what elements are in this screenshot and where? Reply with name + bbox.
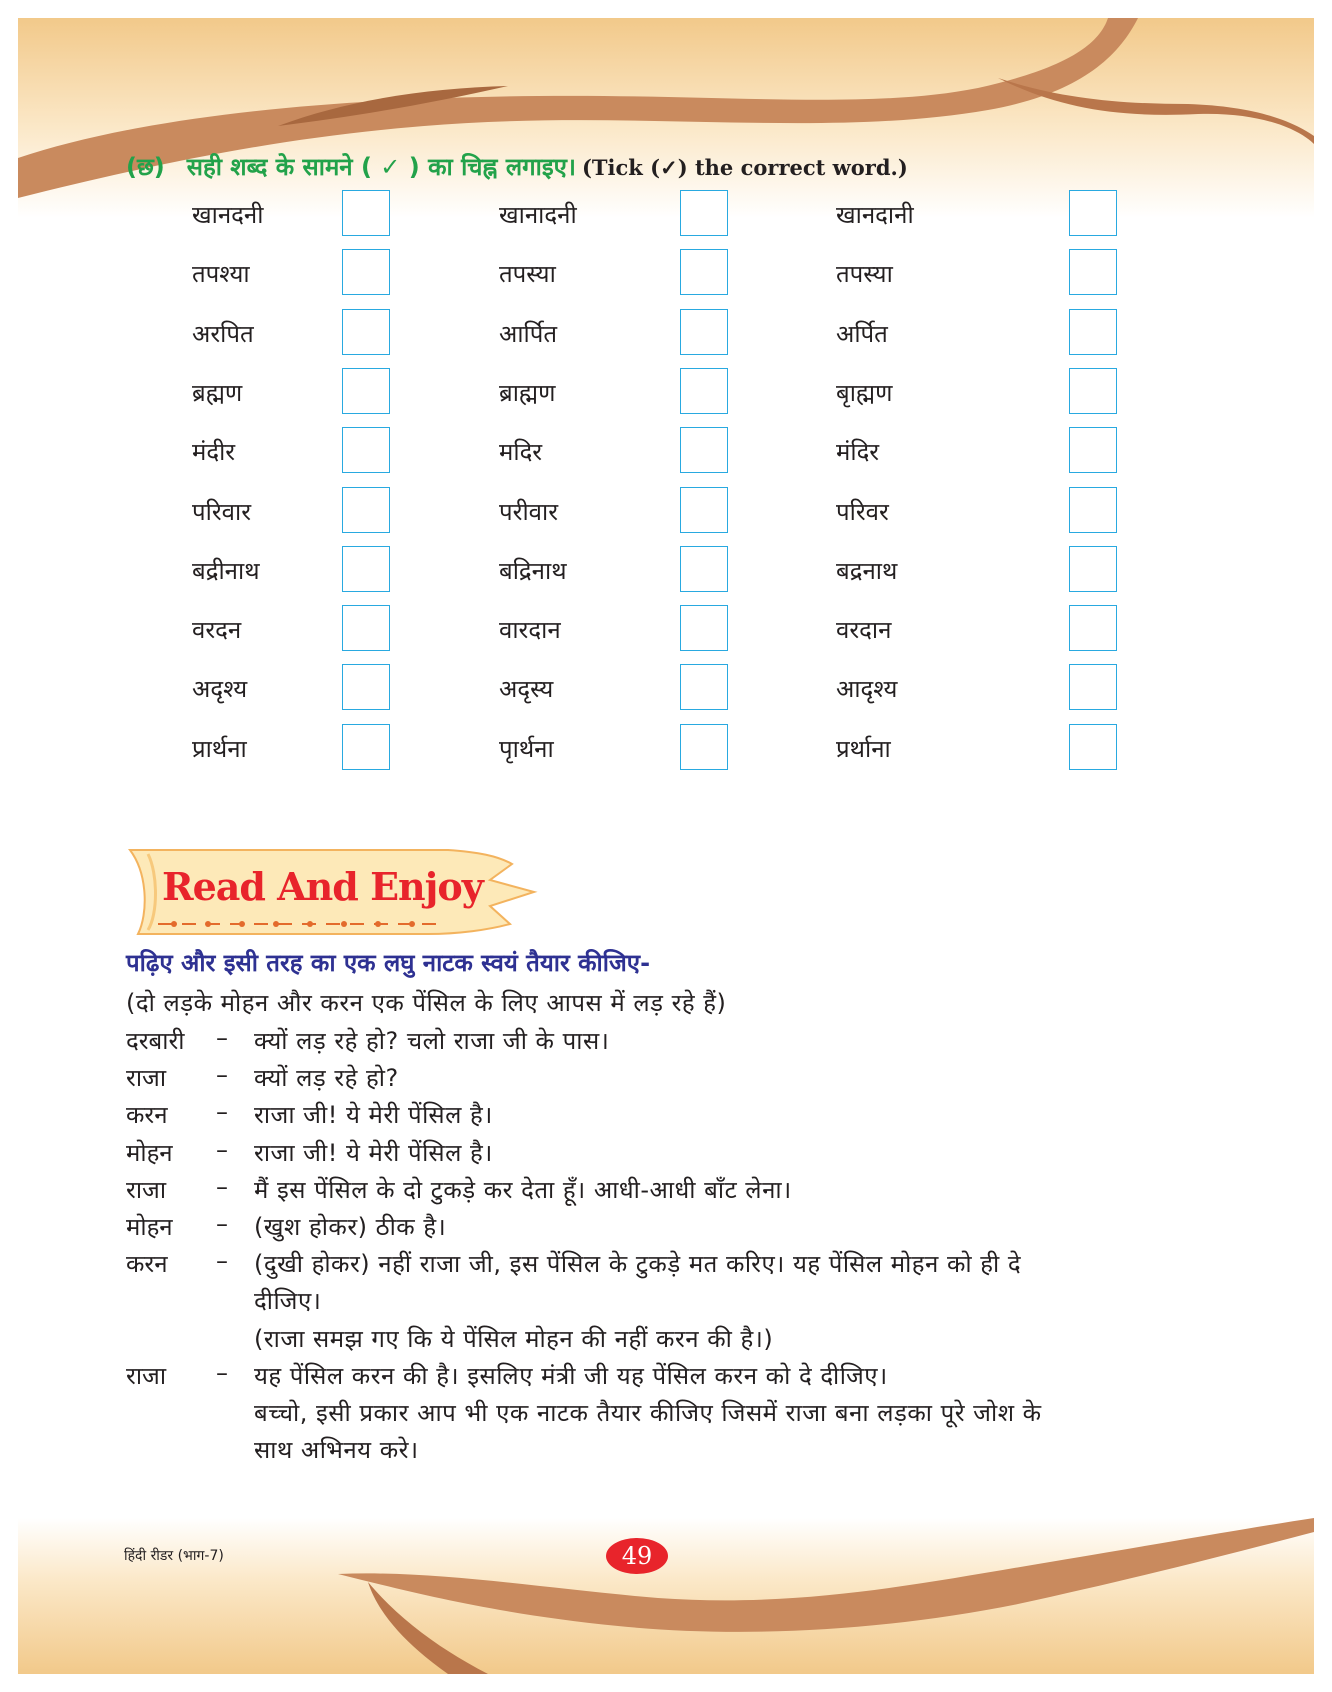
speaker-name: करन (126, 1250, 168, 1279)
tick-box[interactable] (1069, 368, 1117, 414)
speaker-name: राजा (126, 1064, 167, 1093)
exercise-heading (126, 150, 908, 183)
tick-box[interactable] (342, 487, 390, 533)
word-option: मंदीर (192, 438, 236, 467)
tick-box[interactable] (342, 605, 390, 651)
tick-box[interactable] (1069, 546, 1117, 592)
word-option: वरदन (192, 616, 242, 645)
tick-box[interactable] (1069, 487, 1117, 533)
word-option: वरदान (836, 616, 892, 645)
speaker-dash: – (216, 1024, 228, 1052)
tick-box[interactable] (1069, 724, 1117, 770)
dialogue-line: दीजिए। (254, 1287, 322, 1316)
tick-box[interactable] (342, 724, 390, 770)
tick-box[interactable] (342, 190, 390, 236)
stage-direction: (दो लड़के मोहन और करन एक पेंसिल के लिए आपस में लड़ रहे हैं) (126, 989, 727, 1017)
tick-box[interactable] (680, 190, 728, 236)
tick-box[interactable] (680, 664, 728, 710)
word-option: आदृश्य (836, 675, 898, 704)
word-option: तपस्या (836, 260, 893, 289)
speaker-dash: – (216, 1247, 228, 1276)
word-option: तपस्या (499, 260, 556, 289)
page-number: 49 (606, 1538, 668, 1574)
speaker-dash: – (216, 1172, 228, 1201)
footer-decoration (18, 1518, 1314, 1674)
dialogue-line: राजा जी! ये मेरी पेंसिल है। (254, 1101, 493, 1130)
exercise-instruction-hindi: सही शब्द के सामने ( ✓ ) का चिह्न लगाइए। (186, 153, 576, 181)
tick-box[interactable] (342, 368, 390, 414)
tick-box[interactable] (680, 249, 728, 295)
tick-box[interactable] (1069, 427, 1117, 473)
word-option: बृाह्मण (836, 378, 893, 407)
dialogue-line: (राजा समझ गए कि ये पेंसिल मोहन की नहीं करन की है।) (254, 1324, 774, 1353)
speaker-dash: – (216, 1358, 228, 1387)
dialogue-line: (दुखी होकर) नहीं राजा जी, इस पेंसिल के टुकड़े मत करिए। यह पेंसिल मोहन को ही दे (254, 1250, 1022, 1279)
word-option: खानदनी (192, 201, 264, 229)
worksheet-page (18, 18, 1314, 1674)
speaker-name: मोहन (126, 1213, 173, 1241)
speaker-dash: – (216, 1135, 228, 1164)
tick-box[interactable] (1069, 605, 1117, 651)
word-option: मदिर (499, 438, 543, 467)
speaker-dash: – (216, 1061, 228, 1090)
tick-box[interactable] (342, 427, 390, 473)
word-option: वारदान (499, 616, 561, 645)
tick-box[interactable] (342, 249, 390, 295)
header-decoration (18, 18, 1314, 218)
dialogue-line: (खुश होकर) ठीक है। (254, 1213, 447, 1241)
word-option: परिवर (836, 497, 889, 526)
tick-box[interactable] (1069, 309, 1117, 355)
dialogue-line: मैं इस पेंसिल के दो टुकड़े कर देता हूँ। आधी-आधी बाँट लेना। (254, 1175, 792, 1204)
dialogue-line: राजा जी! ये मेरी पेंसिल है। (254, 1138, 493, 1167)
word-option: पृार्थना (499, 734, 554, 763)
dialogue-line: बच्चो, इसी प्रकार आप भी एक नाटक तैयार कीजिए जिसमें राजा बना लड़का पूरे जोश के (254, 1399, 1042, 1427)
tick-box[interactable] (680, 724, 728, 770)
word-option: मंदिर (836, 438, 880, 467)
play-instruction: पढ़िए और इसी तरह का एक लघु नाटक स्वयं तैयार कीजिए- (126, 949, 651, 977)
tick-box[interactable] (680, 309, 728, 355)
exercise-number: (छ) (126, 153, 165, 181)
word-option: अदृस्य (499, 675, 554, 704)
speaker-dash: – (216, 1210, 228, 1238)
tick-box[interactable] (680, 427, 728, 473)
tick-box[interactable] (1069, 249, 1117, 295)
speaker-name: राजा (126, 1175, 167, 1204)
word-option: खानादनी (499, 201, 577, 229)
word-option: अर्पित (836, 319, 888, 348)
tick-box[interactable] (680, 487, 728, 533)
word-option: परिवार (192, 497, 252, 526)
word-option: बद्रिनाथ (499, 556, 567, 585)
speaker-name: राजा (126, 1361, 167, 1390)
exercise-instruction-english: (Tick (✓) the correct word.) (581, 155, 908, 180)
tick-box[interactable] (680, 368, 728, 414)
word-option: अरपित (192, 319, 254, 348)
tick-box[interactable] (1069, 664, 1117, 710)
speaker-dash: – (216, 1098, 228, 1127)
speaker-name: दरबारी (126, 1027, 185, 1055)
speaker-name: करन (126, 1101, 168, 1130)
book-title: हिंदी रीडर (भाग-7) (124, 1548, 224, 1564)
tick-box[interactable] (1069, 190, 1117, 236)
word-option: आर्पित (499, 319, 558, 348)
dialogue-line: क्यों लड़ रहे हो? चलो राजा जी के पास। (254, 1027, 610, 1055)
word-option: परीवार (499, 497, 559, 526)
tick-box[interactable] (342, 546, 390, 592)
word-option: प्रार्थना (192, 734, 247, 763)
dialogue-line: साथ अभिनय करे। (254, 1436, 419, 1465)
tick-box[interactable] (342, 664, 390, 710)
word-option: ब्रह्मण (192, 378, 243, 407)
word-option: प्रर्थाना (836, 734, 891, 763)
tick-box[interactable] (680, 605, 728, 651)
word-option: अदृश्य (192, 675, 248, 704)
speaker-name: मोहन (126, 1138, 173, 1167)
dialogue-line: यह पेंसिल करन की है। इसलिए मंत्री जी यह पेंसिल करन को दे दीजिए। (254, 1361, 888, 1390)
tick-box[interactable] (680, 546, 728, 592)
word-option: ब्राह्मण (499, 378, 556, 407)
word-option: बद्रीनाथ (192, 556, 260, 585)
banner-title: Read And Enjoy (162, 864, 483, 909)
word-option: बद्रनाथ (836, 556, 898, 585)
tick-box[interactable] (342, 309, 390, 355)
word-option: तपश्या (192, 260, 250, 289)
word-option: खानदानी (836, 201, 914, 229)
dialogue-line: क्यों लड़ रहे हो? (254, 1064, 399, 1093)
